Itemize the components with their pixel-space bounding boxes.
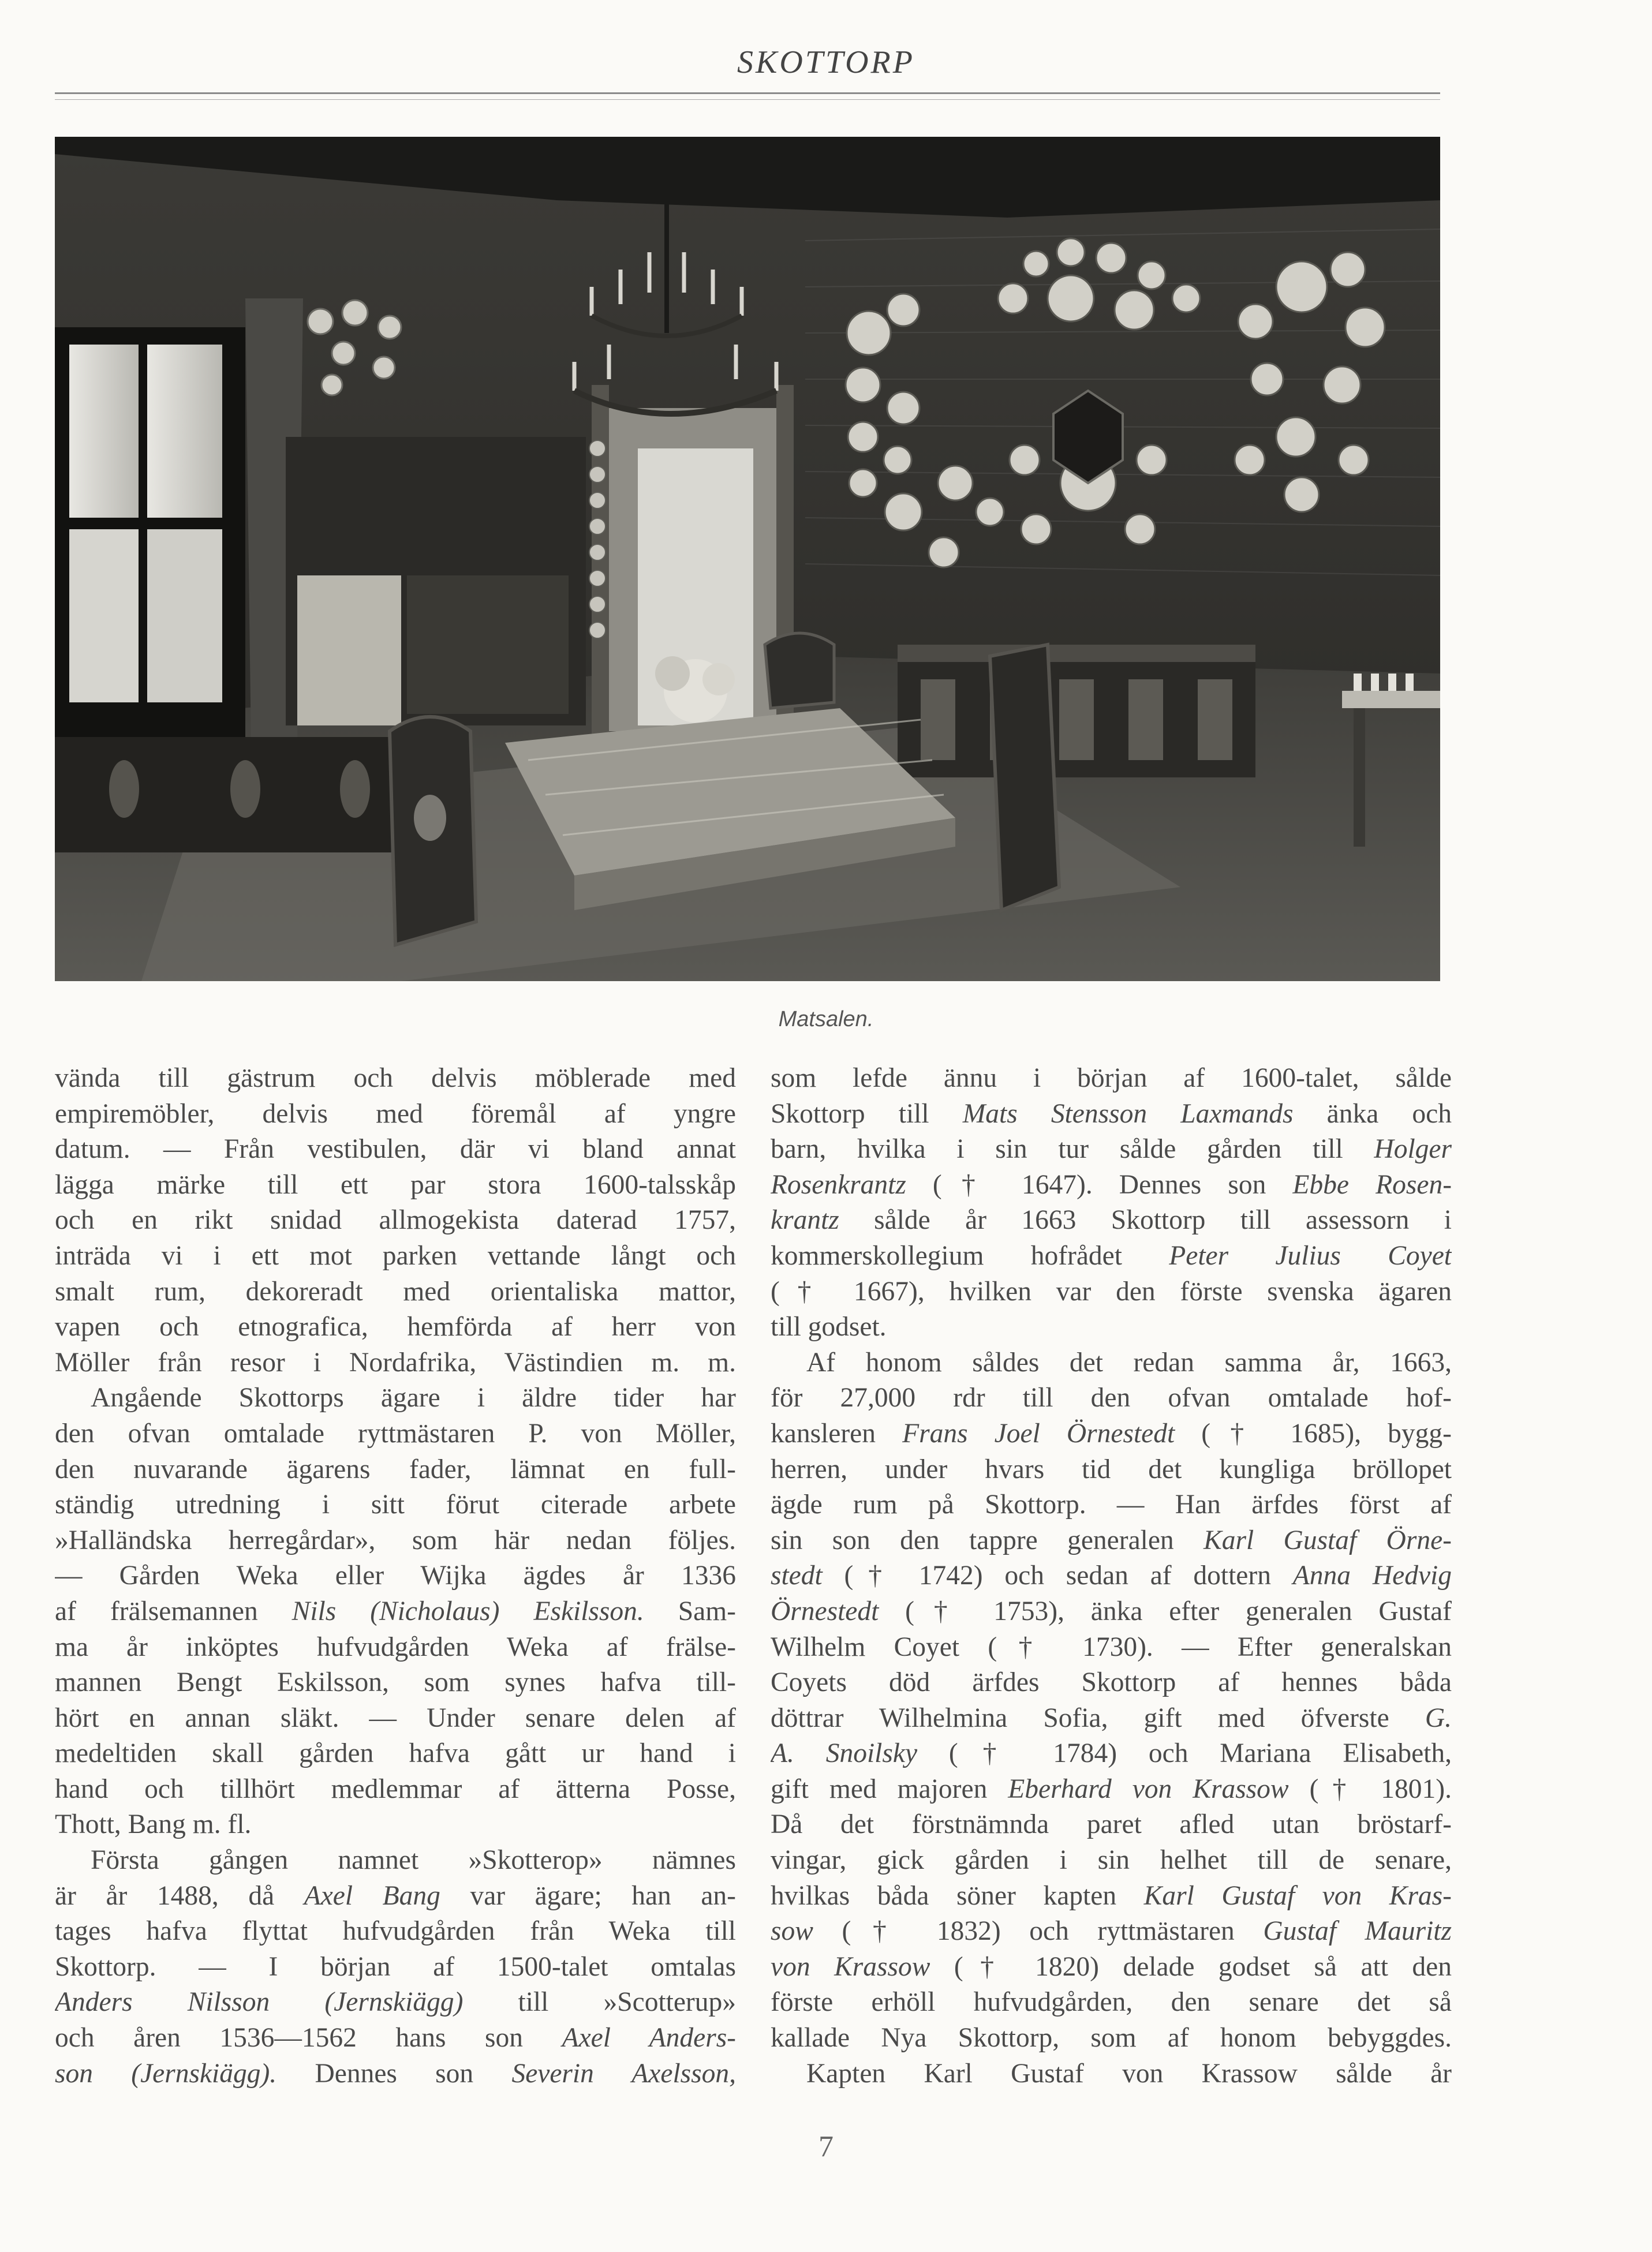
text-line: Örnestedt († 1753), änka efter generalen Gustaf: [771, 1596, 1452, 1626]
text-line: vända till gästrum och delvis möblerade med: [55, 1063, 736, 1093]
text-line: som lefde ännu i början af 1600-talet, sålde: [771, 1063, 1452, 1093]
text-line: »Halländska herregårdar», som här nedan följes.: [55, 1525, 736, 1555]
text-line: kommerskollegium hofrådet Peter Julius Coyet: [771, 1240, 1452, 1271]
text-line: och en rikt snidad allmogekista daterad 1757,: [55, 1205, 736, 1236]
text-line: sow († 1832) och ryttmästaren Gustaf Mauritz: [771, 1916, 1452, 1947]
text-line: till godset.: [771, 1312, 887, 1342]
text-line: Angående Skottorps ägare i äldre tider har: [91, 1383, 736, 1413]
text-line: den ofvan omtalade ryttmästaren P. von Möller,: [55, 1418, 736, 1449]
header-rule-thin: [55, 99, 1440, 100]
text-line: son (Jernskiägg). Dennes son Severin Axelsson,: [55, 2058, 736, 2089]
text-line: hand och tillhört medlemmar af ätterna Posse,: [55, 1774, 736, 1804]
text-line: — Gården Weka eller Wijka ägdes år 1336: [55, 1561, 736, 1591]
text-line: Coyets död ärfdes Skottorp af hennes båda: [771, 1667, 1452, 1698]
dining-room-photograph: [55, 137, 1440, 981]
text-line: ständig utredning i sitt förut citerade arbete: [55, 1490, 736, 1520]
text-line: mannen Bengt Eskilsson, som synes hafva till-: [55, 1667, 736, 1698]
text-line: smalt rum, dekoreradt med orientaliska mattor,: [55, 1276, 736, 1307]
text-line: och åren 1536—1562 hans son Axel Anders-: [55, 2023, 736, 2053]
header-rule: [55, 92, 1440, 94]
text-line: Då det förstnämnda paret afled utan bröstarf-: [771, 1809, 1452, 1840]
text-line: tages hafva flyttat hufvudgården från Weka till: [55, 1916, 736, 1947]
text-line: hört en annan släkt. — Under senare delen af: [55, 1703, 736, 1733]
text-line: Rosenkrantz († 1647). Dennes son Ebbe Rosen-: [771, 1169, 1452, 1200]
right-text-column: [771, 1061, 1452, 2092]
left-text-column: [55, 1061, 736, 2092]
text-line: inträda vi i ett mot parken vettande långt och: [55, 1240, 736, 1271]
text-line: hvilkas båda söner kapten Karl Gustaf von Kras-: [771, 1880, 1452, 1911]
text-line: vapen och etnografica, hemförda af herr von: [55, 1312, 736, 1342]
text-line: vingar, gick gården i sin helhet till de senare,: [771, 1845, 1452, 1876]
text-line: af frälsemannen Nils (Nicholaus) Eskilsson. Sam-: [55, 1596, 736, 1626]
text-line: barn, hvilka i sin tur sålde gården till Holger: [771, 1134, 1452, 1165]
text-line: von Krassow († 1820) delade godset så att den: [771, 1951, 1452, 1982]
figure-caption: Matsalen.: [778, 1007, 874, 1031]
text-line: Kapten Karl Gustaf von Krassow sålde år: [806, 2058, 1452, 2089]
text-line: stedt († 1742) och sedan af dottern Anna Hedvig: [771, 1561, 1452, 1591]
text-line: Första gången namnet »Skotterop» nämnes: [91, 1845, 736, 1876]
text-line: lägga märke till ett par stora 1600-talsskåp: [55, 1169, 736, 1200]
text-line: ma år inköptes hufvudgården Weka af frälse-: [55, 1632, 736, 1662]
text-line: förste erhöll hufvudgården, den senare det så: [771, 1987, 1452, 2018]
text-line: datum. — Från vestibulen, där vi bland annat: [55, 1134, 736, 1165]
text-line: Möller från resor i Nordafrika, Västindien m. m.: [55, 1347, 736, 1378]
text-line: Af honom såldes det redan samma år, 1663,: [806, 1347, 1452, 1378]
text-line: Skottorp till Mats Stensson Laxmands änka och: [771, 1098, 1452, 1129]
text-line: Anders Nilsson (Jernskiägg) till »Scotterup»: [55, 1987, 736, 2018]
text-line: den nuvarande ägarens fader, lämnat en full-: [55, 1454, 736, 1484]
text-line: ägde rum på Skottorp. — Han ärfdes först af: [771, 1490, 1452, 1520]
text-line: döttrar Wilhelmina Sofia, gift med öfverste G.: [771, 1703, 1452, 1733]
text-line: medeltiden skall gården hafva gått ur hand i: [55, 1738, 736, 1769]
text-line: herren, under hvars tid det kungliga bröllopet: [771, 1454, 1452, 1484]
text-line: Thott, Bang m. fl.: [55, 1809, 252, 1840]
text-line: Wilhelm Coyet († 1730). — Efter generalskan: [771, 1632, 1452, 1662]
text-line: († 1667), hvilken var den förste svenska ägaren: [771, 1276, 1452, 1307]
text-line: kallade Nya Skottorp, som af honom bebyggdes.: [771, 2023, 1452, 2053]
text-line: Skottorp. — I början af 1500-talet omtalas: [55, 1951, 736, 1982]
text-line: för 27,000 rdr till den ofvan omtalade hof-: [771, 1383, 1452, 1413]
text-line: är år 1488, då Axel Bang var ägare; han an-: [55, 1880, 736, 1911]
text-line: sin son den tappre generalen Karl Gustaf Örne-: [771, 1525, 1452, 1555]
text-line: empiremöbler, delvis med föremål af yngre: [55, 1098, 736, 1129]
text-line: A. Snoilsky († 1784) och Mariana Elisabeth,: [771, 1738, 1452, 1769]
running-title: SKOTTORP: [737, 44, 915, 80]
text-line: gift med majoren Eberhard von Krassow († 1801).: [771, 1774, 1452, 1804]
text-line: kansleren Frans Joel Örnestedt († 1685), bygg-: [771, 1418, 1452, 1449]
page-number: 7: [818, 2130, 834, 2163]
text-line: krantz sålde år 1663 Skottorp till assessorn i: [771, 1205, 1452, 1236]
